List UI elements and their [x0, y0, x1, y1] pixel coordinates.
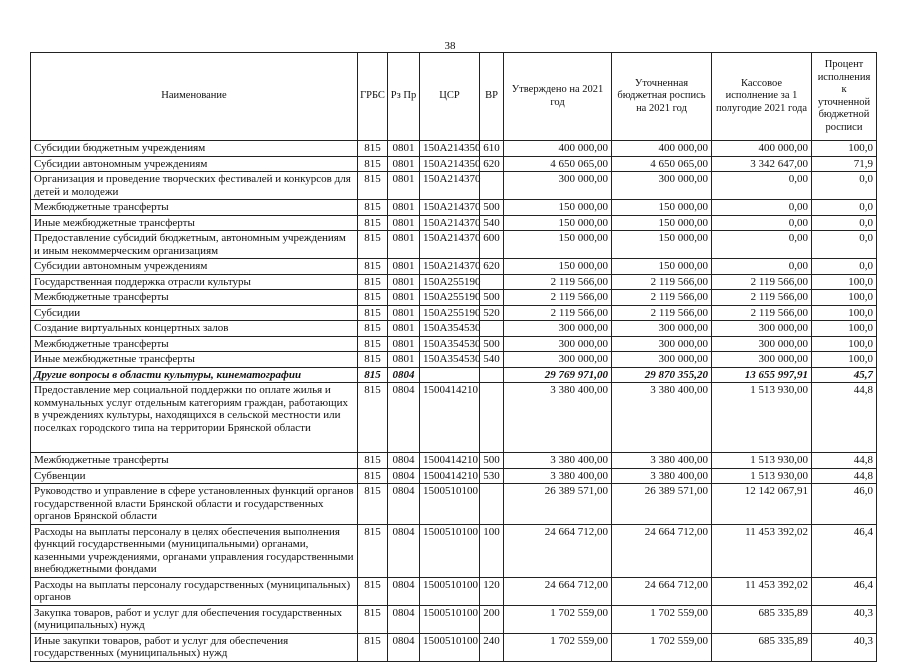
row-percent: 100,0 — [812, 274, 877, 290]
row-percent: 45,7 — [812, 367, 877, 383]
row-name: Предоставление субсидий бюджетным, автономным учреждениям и иным некоммерческим организациям — [31, 231, 358, 259]
row-cash: 300 000,00 — [712, 336, 812, 352]
row-percent: 44,8 — [812, 383, 877, 453]
row-refined: 300 000,00 — [612, 321, 712, 337]
row-rzpr: 0801 — [388, 200, 420, 216]
header-name: Наименование — [31, 53, 358, 141]
row-cash: 1 513 930,00 — [712, 453, 812, 469]
row-csr: 1500510100 — [420, 577, 480, 605]
table-row — [31, 305, 877, 321]
table-row — [31, 215, 877, 231]
row-rzpr: 0801 — [388, 274, 420, 290]
row-grbs: 815 — [358, 352, 388, 368]
header-grbs: ГРБС — [358, 53, 388, 141]
row-approved: 2 119 566,00 — [504, 274, 612, 290]
row-cash: 12 142 067,91 — [712, 484, 812, 525]
row-refined: 24 664 712,00 — [612, 524, 712, 577]
row-refined: 2 119 566,00 — [612, 274, 712, 290]
row-grbs: 815 — [358, 383, 388, 453]
row-vr: 500 — [480, 290, 504, 306]
table-row — [31, 274, 877, 290]
row-name: Организация и проведение творческих фестивалей и конкурсов для детей и молодежи — [31, 172, 358, 200]
row-name: Государственная поддержка отрасли культуры — [31, 274, 358, 290]
row-csr: 150А214370 — [420, 200, 480, 216]
table-row — [31, 231, 877, 259]
table-row — [31, 633, 877, 661]
row-percent: 46,0 — [812, 484, 877, 525]
row-csr: 150А214370 — [420, 172, 480, 200]
row-vr: 620 — [480, 156, 504, 172]
row-rzpr: 0801 — [388, 321, 420, 337]
row-cash: 685 335,89 — [712, 605, 812, 633]
row-grbs: 815 — [358, 577, 388, 605]
row-cash: 300 000,00 — [712, 352, 812, 368]
table-body — [31, 141, 877, 662]
row-vr: 520 — [480, 305, 504, 321]
row-cash: 1 513 930,00 — [712, 468, 812, 484]
row-vr: 200 — [480, 605, 504, 633]
row-cash: 0,00 — [712, 215, 812, 231]
row-cash: 0,00 — [712, 231, 812, 259]
row-cash: 2 119 566,00 — [712, 274, 812, 290]
row-refined: 300 000,00 — [612, 172, 712, 200]
row-name: Субсидии бюджетным учреждениям — [31, 141, 358, 157]
row-cash: 0,00 — [712, 200, 812, 216]
row-approved: 3 380 400,00 — [504, 453, 612, 469]
row-cash: 1 513 930,00 — [712, 383, 812, 453]
table-row — [31, 352, 877, 368]
row-refined: 400 000,00 — [612, 141, 712, 157]
row-name: Расходы на выплаты персоналу государственных (муниципальных) органов — [31, 577, 358, 605]
row-vr: 600 — [480, 231, 504, 259]
row-rzpr: 0801 — [388, 336, 420, 352]
row-vr — [480, 274, 504, 290]
table-row — [31, 605, 877, 633]
row-csr: 1500510100 — [420, 633, 480, 661]
row-rzpr: 0804 — [388, 605, 420, 633]
row-refined: 3 380 400,00 — [612, 468, 712, 484]
row-grbs: 815 — [358, 484, 388, 525]
row-name: Закупка товаров, работ и услуг для обеспечения государственных (муниципальных) нужд — [31, 605, 358, 633]
row-refined: 300 000,00 — [612, 336, 712, 352]
row-rzpr: 0801 — [388, 156, 420, 172]
header-approved: Утверждено на 2021 год — [504, 53, 612, 141]
header-percent: Процент исполнения к уточненной бюджетной росписи — [812, 53, 877, 141]
row-percent: 0,0 — [812, 215, 877, 231]
row-grbs: 815 — [358, 215, 388, 231]
row-rzpr: 0804 — [388, 468, 420, 484]
row-cash: 2 119 566,00 — [712, 305, 812, 321]
row-grbs: 815 — [358, 200, 388, 216]
row-rzpr: 0801 — [388, 215, 420, 231]
row-csr: 150А354530 — [420, 352, 480, 368]
row-refined: 1 702 559,00 — [612, 605, 712, 633]
row-name: Иные межбюджетные трансферты — [31, 215, 358, 231]
row-percent: 100,0 — [812, 321, 877, 337]
row-rzpr: 0801 — [388, 290, 420, 306]
row-name: Субсидии автономным учреждениям — [31, 259, 358, 275]
row-cash: 11 453 392,02 — [712, 524, 812, 577]
row-csr: 1500510100 — [420, 524, 480, 577]
row-approved: 400 000,00 — [504, 141, 612, 157]
row-grbs: 815 — [358, 172, 388, 200]
row-rzpr: 0801 — [388, 231, 420, 259]
row-csr: 150А214350 — [420, 141, 480, 157]
row-csr — [420, 367, 480, 383]
row-refined: 1 702 559,00 — [612, 633, 712, 661]
table-row — [31, 524, 877, 577]
row-approved: 150 000,00 — [504, 215, 612, 231]
row-percent: 40,3 — [812, 633, 877, 661]
row-approved: 150 000,00 — [504, 200, 612, 216]
row-vr: 540 — [480, 352, 504, 368]
row-grbs: 815 — [358, 290, 388, 306]
row-rzpr: 0804 — [388, 453, 420, 469]
table-row — [31, 141, 877, 157]
row-percent: 0,0 — [812, 231, 877, 259]
row-cash: 685 335,89 — [712, 633, 812, 661]
row-rzpr: 0804 — [388, 367, 420, 383]
row-vr: 500 — [480, 336, 504, 352]
row-vr — [480, 484, 504, 525]
row-rzpr: 0804 — [388, 383, 420, 453]
row-rzpr: 0804 — [388, 484, 420, 525]
row-grbs: 815 — [358, 156, 388, 172]
row-grbs: 815 — [358, 453, 388, 469]
row-name: Межбюджетные трансферты — [31, 453, 358, 469]
row-csr: 150А214370 — [420, 259, 480, 275]
row-refined: 4 650 065,00 — [612, 156, 712, 172]
row-rzpr: 0801 — [388, 352, 420, 368]
row-csr: 150А214370 — [420, 231, 480, 259]
row-name: Субсидии — [31, 305, 358, 321]
row-approved: 2 119 566,00 — [504, 305, 612, 321]
row-refined: 150 000,00 — [612, 200, 712, 216]
row-approved: 4 650 065,00 — [504, 156, 612, 172]
row-grbs: 815 — [358, 605, 388, 633]
row-refined: 150 000,00 — [612, 259, 712, 275]
table-row — [31, 453, 877, 469]
row-grbs: 815 — [358, 274, 388, 290]
row-cash: 3 342 647,00 — [712, 156, 812, 172]
row-cash: 2 119 566,00 — [712, 290, 812, 306]
row-percent: 0,0 — [812, 259, 877, 275]
row-refined: 24 664 712,00 — [612, 577, 712, 605]
row-percent: 100,0 — [812, 290, 877, 306]
table-row — [31, 484, 877, 525]
row-percent: 100,0 — [812, 141, 877, 157]
row-grbs: 815 — [358, 141, 388, 157]
row-csr: 1500414210 — [420, 383, 480, 453]
row-approved: 1 702 559,00 — [504, 633, 612, 661]
table-row — [31, 156, 877, 172]
row-rzpr: 0801 — [388, 259, 420, 275]
row-percent: 44,8 — [812, 468, 877, 484]
row-approved: 300 000,00 — [504, 172, 612, 200]
row-rzpr: 0804 — [388, 524, 420, 577]
row-csr: 1500414210 — [420, 453, 480, 469]
row-csr: 1500414210 — [420, 468, 480, 484]
table-row — [31, 259, 877, 275]
row-name: Субвенции — [31, 468, 358, 484]
row-approved: 300 000,00 — [504, 321, 612, 337]
row-vr — [480, 367, 504, 383]
row-rzpr: 0801 — [388, 172, 420, 200]
row-name: Руководство и управление в сфере установленных функций органов государственной власти Брянской области и государственных органов Брянской области — [31, 484, 358, 525]
row-cash: 300 000,00 — [712, 321, 812, 337]
row-name: Другие вопросы в области культуры, кинематографии — [31, 367, 358, 383]
table-row — [31, 321, 877, 337]
row-approved: 1 702 559,00 — [504, 605, 612, 633]
row-cash: 0,00 — [712, 172, 812, 200]
row-percent: 0,0 — [812, 172, 877, 200]
row-percent: 46,4 — [812, 524, 877, 577]
row-name: Расходы на выплаты персоналу в целях обеспечения выполнения функций государственными (муниципальными) органами, казенными учреждениями, органами управления государственными внебюджетными фондами — [31, 524, 358, 577]
header-csr: ЦСР — [420, 53, 480, 141]
row-csr: 1500510100 — [420, 484, 480, 525]
row-name: Межбюджетные трансферты — [31, 200, 358, 216]
row-refined: 150 000,00 — [612, 215, 712, 231]
row-refined: 2 119 566,00 — [612, 290, 712, 306]
row-csr: 150А214370 — [420, 215, 480, 231]
row-csr: 150А354530 — [420, 336, 480, 352]
row-grbs: 815 — [358, 468, 388, 484]
row-percent: 71,9 — [812, 156, 877, 172]
row-approved: 26 389 571,00 — [504, 484, 612, 525]
row-percent: 40,3 — [812, 605, 877, 633]
row-refined: 150 000,00 — [612, 231, 712, 259]
row-csr: 150А255190 — [420, 305, 480, 321]
row-rzpr: 0804 — [388, 633, 420, 661]
row-refined: 3 380 400,00 — [612, 383, 712, 453]
row-name: Межбюджетные трансферты — [31, 290, 358, 306]
row-grbs: 815 — [358, 231, 388, 259]
row-vr — [480, 321, 504, 337]
row-name: Иные закупки товаров, работ и услуг для обеспечения государственных (муниципальных) нужд — [31, 633, 358, 661]
row-grbs: 815 — [358, 524, 388, 577]
row-grbs: 815 — [358, 367, 388, 383]
row-vr: 540 — [480, 215, 504, 231]
row-cash: 0,00 — [712, 259, 812, 275]
row-vr: 500 — [480, 200, 504, 216]
row-name: Иные межбюджетные трансферты — [31, 352, 358, 368]
table-row — [31, 172, 877, 200]
row-approved: 24 664 712,00 — [504, 524, 612, 577]
row-csr: 150А255190 — [420, 274, 480, 290]
row-refined: 26 389 571,00 — [612, 484, 712, 525]
row-vr — [480, 383, 504, 453]
header-vr: ВР — [480, 53, 504, 141]
row-grbs: 815 — [358, 321, 388, 337]
row-grbs: 815 — [358, 259, 388, 275]
row-name: Создание виртуальных концертных залов — [31, 321, 358, 337]
row-vr: 610 — [480, 141, 504, 157]
row-cash: 13 655 997,91 — [712, 367, 812, 383]
row-vr: 500 — [480, 453, 504, 469]
table-row — [31, 200, 877, 216]
row-refined: 300 000,00 — [612, 352, 712, 368]
row-name: Предоставление мер социальной поддержки по оплате жилья и коммунальных услуг отдельным категориям граждан, работающих в учреждениях культуры, находящихся в сельской местности или поселках городского типа на территории Брянской области — [31, 383, 358, 453]
table-row — [31, 468, 877, 484]
row-refined: 2 119 566,00 — [612, 305, 712, 321]
row-grbs: 815 — [358, 633, 388, 661]
row-approved: 3 380 400,00 — [504, 383, 612, 453]
table-row — [31, 383, 877, 453]
row-approved: 2 119 566,00 — [504, 290, 612, 306]
row-percent: 44,8 — [812, 453, 877, 469]
row-approved: 150 000,00 — [504, 231, 612, 259]
row-percent: 100,0 — [812, 305, 877, 321]
header-refined: Уточненная бюджетная роспись на 2021 год — [612, 53, 712, 141]
row-refined: 29 870 355,20 — [612, 367, 712, 383]
row-percent: 46,4 — [812, 577, 877, 605]
row-approved: 29 769 971,00 — [504, 367, 612, 383]
header-rzpr: Рз Пр — [388, 53, 420, 141]
row-vr: 120 — [480, 577, 504, 605]
row-csr: 150А255190 — [420, 290, 480, 306]
row-percent: 100,0 — [812, 336, 877, 352]
row-csr: 150А214350 — [420, 156, 480, 172]
row-cash: 11 453 392,02 — [712, 577, 812, 605]
row-rzpr: 0801 — [388, 141, 420, 157]
header-row — [31, 53, 877, 141]
row-grbs: 815 — [358, 305, 388, 321]
row-vr: 620 — [480, 259, 504, 275]
table-row — [31, 290, 877, 306]
row-approved: 300 000,00 — [504, 352, 612, 368]
row-rzpr: 0804 — [388, 577, 420, 605]
row-approved: 300 000,00 — [504, 336, 612, 352]
row-csr: 1500510100 — [420, 605, 480, 633]
budget-table — [30, 52, 877, 662]
row-cash: 400 000,00 — [712, 141, 812, 157]
row-csr: 150А354530 — [420, 321, 480, 337]
row-grbs: 815 — [358, 336, 388, 352]
row-percent: 0,0 — [812, 200, 877, 216]
row-vr: 100 — [480, 524, 504, 577]
table-row — [31, 367, 877, 383]
table-row — [31, 336, 877, 352]
row-name: Межбюджетные трансферты — [31, 336, 358, 352]
row-approved: 150 000,00 — [504, 259, 612, 275]
table-row — [31, 577, 877, 605]
row-name: Субсидии автономным учреждениям — [31, 156, 358, 172]
row-vr — [480, 172, 504, 200]
row-rzpr: 0801 — [388, 305, 420, 321]
row-refined: 3 380 400,00 — [612, 453, 712, 469]
header-cash: Кассовое исполнение за 1 полугодие 2021 года — [712, 53, 812, 141]
row-approved: 3 380 400,00 — [504, 468, 612, 484]
row-vr: 240 — [480, 633, 504, 661]
page-number: 38 — [444, 40, 456, 52]
row-approved: 24 664 712,00 — [504, 577, 612, 605]
row-vr: 530 — [480, 468, 504, 484]
row-percent: 100,0 — [812, 352, 877, 368]
